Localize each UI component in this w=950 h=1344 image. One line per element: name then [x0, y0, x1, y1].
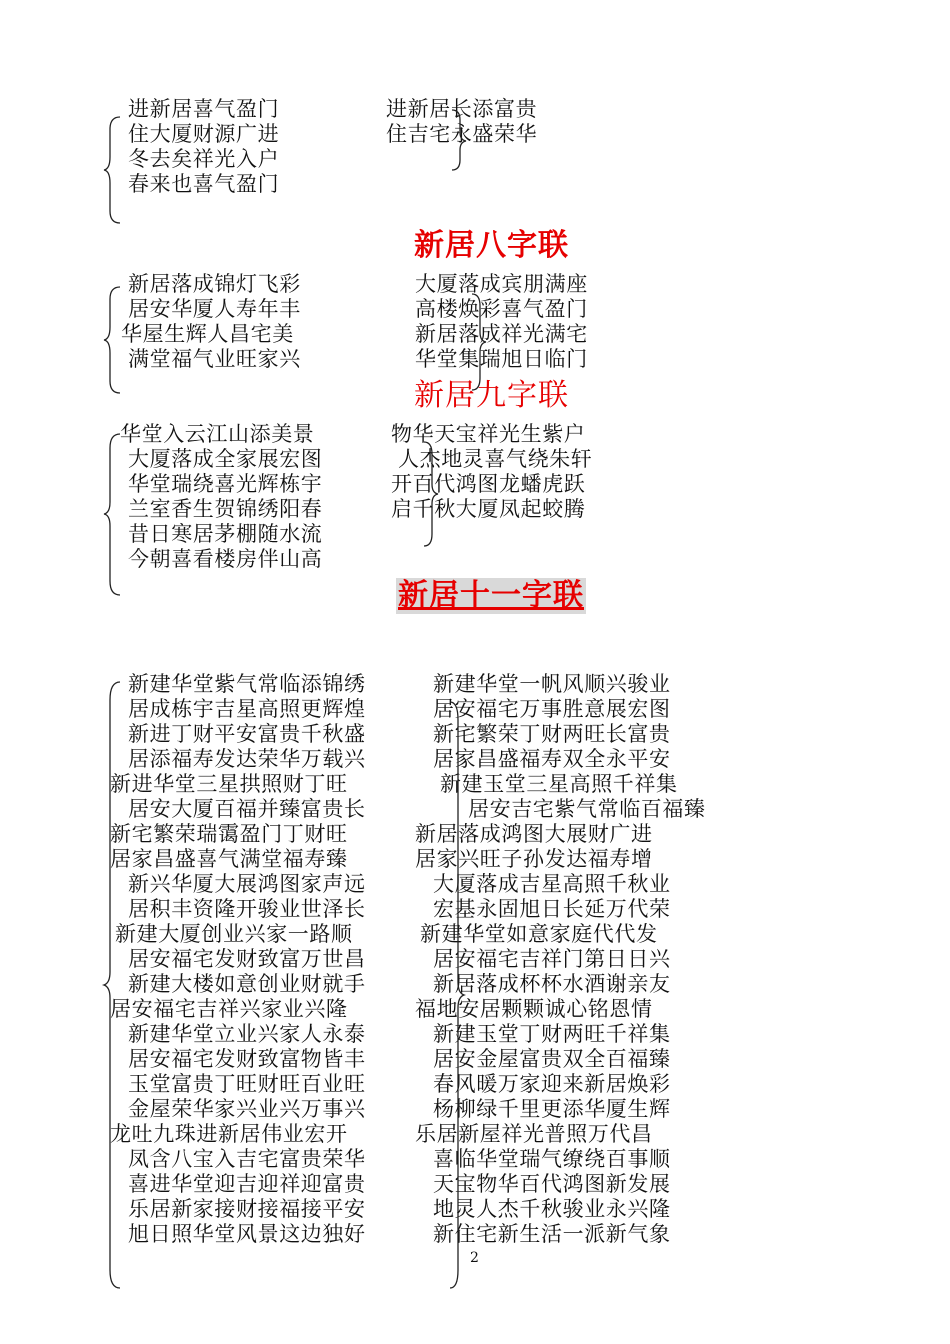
- couplet-line: 玉堂富贵丁旺财旺百业旺: [128, 1072, 366, 1096]
- couplet-line: 大厦落成全家展宏图: [128, 447, 323, 471]
- couplet-line: 新居落成锦灯飞彩: [128, 272, 301, 296]
- couplet-line: 新建玉堂丁财两旺千祥集: [433, 1022, 671, 1046]
- couplet-line: 居安金屋富贵双全百福臻: [433, 1047, 671, 1071]
- page-number: 2: [470, 1250, 479, 1266]
- left-brace-mark: [100, 115, 124, 225]
- couplet-line: 杨柳绿千里更添华厦生辉: [433, 1097, 671, 1121]
- left-brace-mark: [100, 680, 124, 1290]
- couplet-line: 居安福宅吉祥兴家业兴隆: [110, 997, 348, 1021]
- couplet-line: 居安福宅发财致富物皆丰: [128, 1047, 366, 1071]
- couplet-line: 新建华堂紫气常临添锦绣: [128, 672, 366, 696]
- couplet-line: 进新居长添富贵: [386, 97, 538, 121]
- couplet-line: 物华天宝祥光生紫户: [391, 422, 586, 446]
- couplet-line: 进新居喜气盈门: [128, 97, 280, 121]
- section-title: 新居九字联: [414, 378, 569, 413]
- right-brace-mark: [468, 292, 488, 392]
- couplet-line: 新建玉堂三星高照千祥集: [440, 772, 678, 796]
- couplet-line: 新兴华厦大展鸿图家声远: [128, 872, 366, 896]
- couplet-line: 春风暖万家迎来新居焕彩: [433, 1072, 671, 1096]
- couplet-line: 新住宅新生活一派新气象: [433, 1222, 671, 1246]
- couplet-line: 华屋生辉人昌宅美: [121, 322, 294, 346]
- couplet-line: 新建华堂一帆风顺兴骏业: [433, 672, 671, 696]
- right-brace-mark: [446, 700, 466, 1290]
- couplet-line: 昔日寒居茅棚随水流: [128, 522, 323, 546]
- right-brace-mark: [420, 440, 440, 548]
- couplet-line: 居积丰资隆开骏业世泽长: [128, 897, 366, 921]
- couplet-line: 高楼焕彩喜气盈门: [415, 297, 588, 321]
- couplet-line: 旭日照华堂风景这边独好: [128, 1222, 366, 1246]
- couplet-line: 新建华堂如意家庭代代发: [420, 922, 658, 946]
- couplet-line: 满堂福气业旺家兴: [128, 347, 301, 371]
- couplet-line: 乐居新家接财接福接平安: [128, 1197, 366, 1221]
- couplet-line: 大厦落成宾朋满座: [415, 272, 588, 296]
- couplet-line: 新宅繁荣瑞霭盈门丁财旺: [110, 822, 348, 846]
- right-brace-mark: [448, 108, 468, 172]
- couplet-line: 天宝物华百代鸿图新发展: [433, 1172, 671, 1196]
- couplet-line: 居安大厦百福并臻富贵长: [128, 797, 366, 821]
- couplet-line: 新居落成祥光满宅: [415, 322, 588, 346]
- couplet-line: 喜进华堂迎吉迎祥迎富贵: [128, 1172, 366, 1196]
- couplet-line: 居成栋宇吉星高照更辉煌: [128, 697, 366, 721]
- couplet-line: 大厦落成吉星高照千秋业: [433, 872, 671, 896]
- couplet-line: 新宅繁荣丁财两旺长富贵: [433, 722, 671, 746]
- couplet-line: 居安吉宅紫气常临百福臻: [468, 797, 706, 821]
- couplet-line: 新居落成杯杯水酒谢亲友: [433, 972, 671, 996]
- couplet-line: 兰室香生贺锦绣阳春: [128, 497, 323, 521]
- couplet-line: 新建大厦创业兴家一路顺: [115, 922, 353, 946]
- left-brace-mark: [100, 285, 124, 395]
- couplet-line: 启千秋大厦凤起蛟腾: [391, 497, 586, 521]
- couplet-line: 住吉宅永盛荣华: [386, 122, 538, 146]
- couplet-line: 今朝喜看楼房伴山高: [128, 547, 323, 571]
- couplet-line: 华堂入云江山添美景: [120, 422, 315, 446]
- couplet-line: 新进丁财平安富贵千秋盛: [128, 722, 366, 746]
- section-title: 新居八字联: [414, 228, 569, 263]
- couplet-line: 凤含八宝入吉宅富贵荣华: [128, 1147, 366, 1171]
- couplet-line: 居安福宅万事胜意展宏图: [433, 697, 671, 721]
- couplet-line: 新进华堂三星拱照财丁旺: [110, 772, 348, 796]
- couplet-line: 居安华厦人寿年丰: [128, 297, 301, 321]
- couplet-line: 新居落成鸿图大展财广进: [415, 822, 653, 846]
- couplet-line: 新建华堂立业兴家人永泰: [128, 1022, 366, 1046]
- couplet-line: 居家昌盛福寿双全永平安: [433, 747, 671, 771]
- couplet-line: 龙吐九珠进新居伟业宏开: [110, 1122, 348, 1146]
- couplet-line: 春来也喜气盈门: [128, 172, 280, 196]
- couplet-line: 住大厦财源广进: [128, 122, 280, 146]
- couplet-line: 居家兴旺子孙发达福寿增: [415, 847, 653, 871]
- couplet-line: 居安福宅发财致富万世昌: [128, 947, 366, 971]
- couplet-line: 金屋荣华家兴业兴万事兴: [128, 1097, 366, 1121]
- section-title: 新居十一字联: [398, 578, 584, 613]
- couplet-line: 地灵人杰千秋骏业永兴隆: [433, 1197, 671, 1221]
- couplet-line: 宏基永固旭日长延万代荣: [433, 897, 671, 921]
- couplet-line: 居添福寿发达荣华万载兴: [128, 747, 366, 771]
- couplet-line: 人杰地灵喜气绕朱轩: [398, 447, 593, 471]
- couplet-line: 华堂集瑞旭日临门: [415, 347, 588, 371]
- couplet-line: 居安福宅吉祥门第日日兴: [433, 947, 671, 971]
- couplet-line: 华堂瑞绕喜光辉栋宇: [128, 472, 323, 496]
- couplet-line: 居家昌盛喜气满堂福寿臻: [110, 847, 348, 871]
- couplet-line: 开百代鸿图龙蟠虎跃: [391, 472, 586, 496]
- left-brace-mark: [100, 432, 124, 597]
- couplet-line: 新建大楼如意创业财就手: [128, 972, 366, 996]
- couplet-line: 喜临华堂瑞气缭绕百事顺: [433, 1147, 671, 1171]
- couplet-line: 冬去矣祥光入户: [128, 147, 280, 171]
- couplet-line: 福地安居颗颗诚心铭恩情: [415, 997, 653, 1021]
- couplet-line: 乐居新屋祥光普照万代昌: [415, 1122, 653, 1146]
